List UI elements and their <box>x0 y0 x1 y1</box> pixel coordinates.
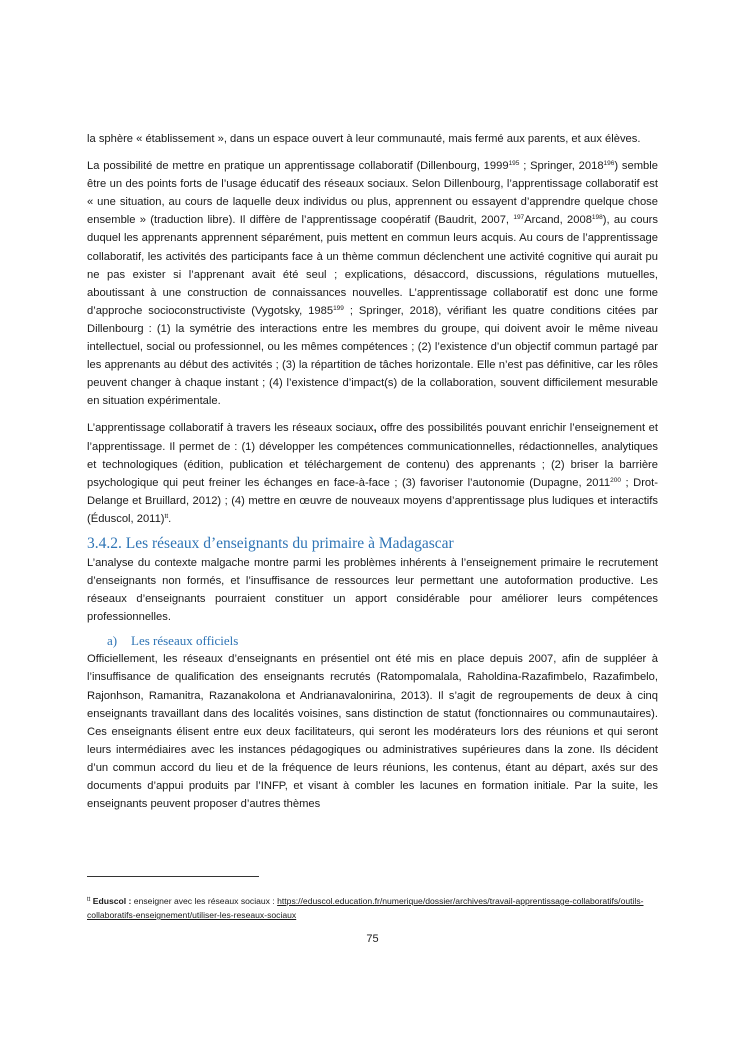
paragraph-official-networks: Officiellement, les réseaux d’enseignants en présentiel ont été mis en place depuis 2007, afin de suppléer à l’insuffisance de qualification des enseignants recrutés (Ratompomalala, Raholdina-Razafimbelo, Razafimbelo, Rajonhson, Ramanitra, Razanakolona et Andrianavalonirina, 2013). Il s’agit de regroupements de deux à cinq enseignants travaillant dans des localités voisines, sans distinction de statut (fonctionnaires ou communautaires). Ces enseignants élisent entre eux deux facilitateurs, qui seront les modérateurs lors des réunions et qui seront leurs intermédiaires avec les instances pédagogiques ou administratives supérieures dans la zone. Ils décident d’un commun accord du lieu et de la fréquence de leurs réunions, les contenus, étant au départ, axés sur des documents d’appui produits par l’INFP, et visant à combler les lacunes en formation initiale. Par la suite, les enseignants peuvent proposer d’autres thèmes <box>87 653 658 811</box>
footnote: $^{tt}$ Eduscol : enseigner avec les réseaux sociaux : https://eduscol.education.fr/numerique/dossier/archives/travail-apprentissage-collaboratifs/outils-collaboratifs-enseignement/utiliser-les-reseaux-sociaux <box>87 896 644 920</box>
footnote-separator <box>87 876 259 877</box>
paragraph-continuation: la sphère « établissement », dans un espace ouvert à leur communauté, mais fermé aux parents, et aux élèves. <box>87 133 641 145</box>
footnote-ref-198[interactable]: 198 <box>591 214 603 222</box>
footnote-ref-196[interactable]: 196 <box>603 160 615 168</box>
page-number: 75 <box>366 933 379 945</box>
footnote-ref-197[interactable]: 197 <box>513 214 525 222</box>
subsection-heading-a: a) Les réseaux officiels <box>107 633 239 649</box>
footnote-marker: tt <box>87 897 91 903</box>
footnote-ref-tt[interactable]: tt <box>164 512 169 520</box>
paragraph-social-networks: L’apprentissage collaboratif à travers les réseaux sociaux, offre des possibilités pouvant enrichir l’enseignement et l’apprentissage. Il permet de : (1) développer les compétences communicationnelles, rédactionnelles, analytiques et technologiques (édition, publication et téléchargement de contenu) des apprenants ; (2) briser la barrière psychologique qui peut freiner les échanges en face-à-face ; (3) favoriser l’autonomie (Dupagne, 2011$^{200}$ ; Drot-Delange et Bruillard, 2012) ; (4) mettre en œuvre de nouveaux moyens d’apprentissage plus ludiques et interactifs (Éduscol, 2011)$^{tt}$. <box>87 422 658 525</box>
footnote-label: Eduscol : <box>92 896 132 906</box>
footnote-link[interactable]: https://eduscol.education.fr/numerique/dossier/archives/travail-apprentissage-collaboratifs/outils-collaboratifs-enseignement/utiliser-les-reseaux-sociaux <box>87 896 644 920</box>
footnote-ref-199[interactable]: 199 <box>333 304 344 312</box>
footnote-ref-200[interactable]: 200 <box>610 476 621 484</box>
list-marker: a) <box>107 633 118 649</box>
section-heading-3-4-2: 3.4.2. Les réseaux d’enseignants du primaire à Madagascar <box>87 534 454 552</box>
footnote-ref-195[interactable]: 195 <box>508 160 520 168</box>
paragraph-malagasy-context: L’analyse du contexte malgache montre parmi les problèmes inhérents à l’enseignement primaire le recrutement d’enseignants non formés, et l’insuffisance de ressources leur permettant une autoformation productive. Les réseaux d’enseignants pourraient constituer un apport considérable pour améliorer leurs compétences professionnelles. <box>87 556 658 624</box>
paragraph-collaborative-learning: La possibilité de mettre en pratique un apprentissage collaboratif (Dillenbourg, 1999$^{195}$ ; Springer, 2018$^{196}$) semble être un des points forts de l’usage éducatif des réseaux sociaux. Selon Dillenbourg, l’apprentissage collaboratif est « une situation, au cours de laquelle deux individus ou plus, apprennent ou essayent d’apprendre quelque chose ensemble » (traduction libre). Il diffère de l’apprentissage coopératif (Baudrit, 2007, $^{197}$Arcand, 2008$^{198}$), au cours duquel les apprenants apprennent séparément, puis mettent en commun leurs acquis. Au cours de l’apprentissage collaboratif, les activités des participants face à un thème commun déclenchent une activité cognitive qui aurait pu ne pas exister si l’apprenant avait été seul ; explications, désaccord, discussions, régulations mutuelles, aboutissant à une construction de connaissances nouvelles. L’apprentissage collaboratif est donc une forme d’approche socioconstructiviste (Vygotsky, 1985$^{199}$ ; Springer, 2018), vérifiant les quatre conditions citées par Dillenbourg : (1) la symétrie des interactions entre les membres du groupe, qui doivent avoir le même niveau intellectuel, social ou professionnel, ou les mêmes compétences ; (2) l’existence d’un objectif commun partagé par les apprenants au début des activités ; (3) la répartition de tâches horizontale. Elle n’est pas définitive, car les rôles peuvent changer à chaque instant ; (4) l’existence d’impact(s) de la collaboration, souvent difficilement mesurable en situation expérimentale. <box>87 160 658 408</box>
page-body <box>87 130 658 813</box>
